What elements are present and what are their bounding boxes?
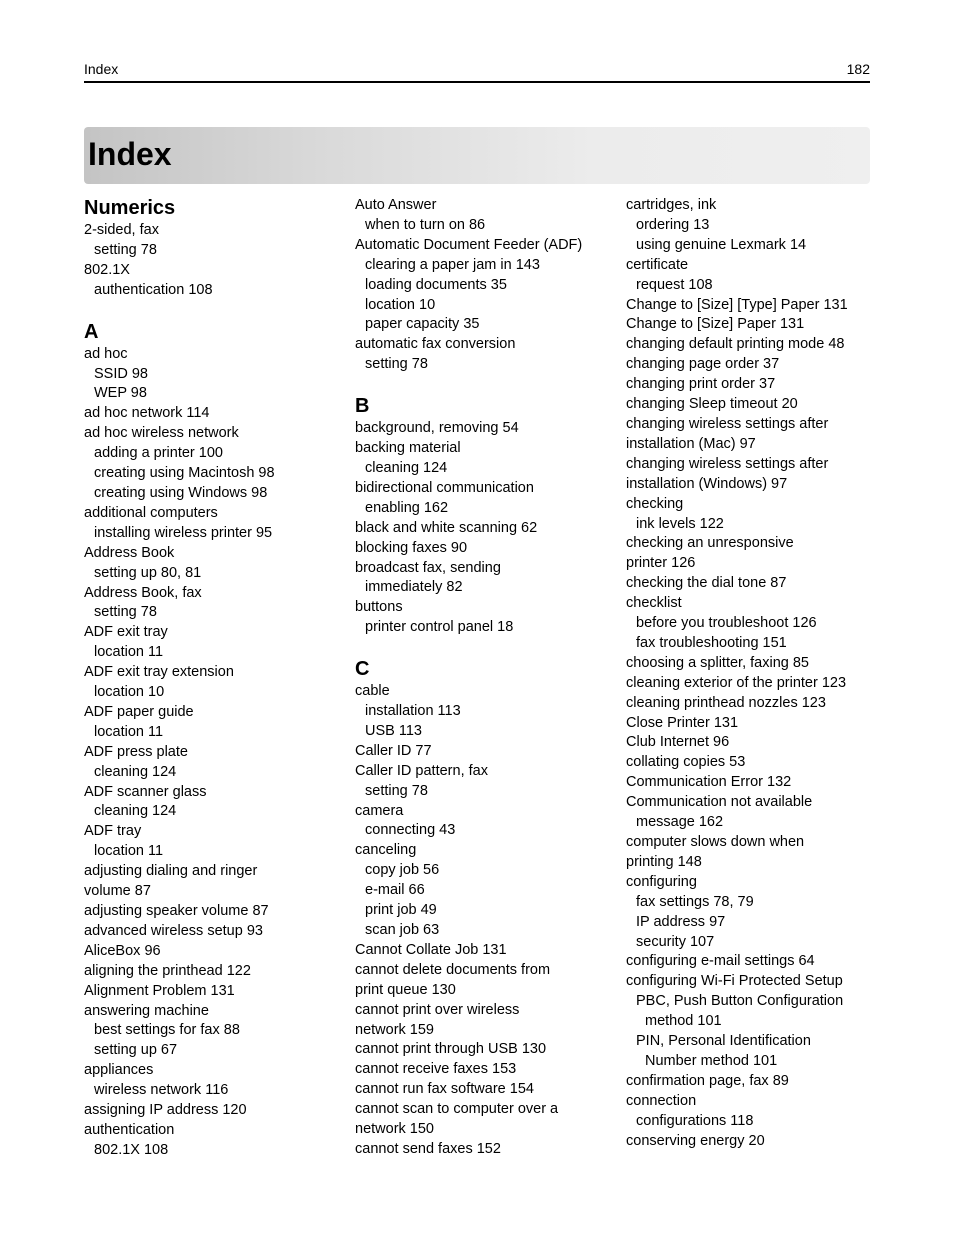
index-subentry: PBC, Push Button Configuration bbox=[636, 993, 844, 1010]
index-subentry: best settings for fax 88 bbox=[94, 1022, 240, 1039]
index-entry: background, removing 54 bbox=[355, 420, 519, 437]
index-subentry: setting up 67 bbox=[94, 1042, 178, 1059]
index-entry: black and white scanning 62 bbox=[355, 519, 538, 536]
index-entry: Change to [Size] Paper 131 bbox=[626, 316, 805, 333]
index-subentry: using genuine Lexmark 14 bbox=[636, 236, 807, 253]
index-column-3 bbox=[626, 196, 888, 1152]
index-entry: aligning the printhead 122 bbox=[84, 962, 251, 979]
index-entry: additional computers bbox=[84, 504, 218, 521]
index-entry: ADF exit tray bbox=[84, 624, 168, 641]
index-entry: ad hoc bbox=[84, 345, 128, 362]
index-subentry: location 10 bbox=[94, 684, 165, 701]
index-entry: 802.1X bbox=[84, 261, 130, 278]
index-section-heading: A bbox=[84, 320, 99, 343]
index-entry: assigning IP address 120 bbox=[84, 1102, 247, 1119]
index-subentry: paper capacity 35 bbox=[365, 316, 480, 333]
index-subentry: printer control panel 18 bbox=[365, 619, 514, 636]
index-entry: confirmation page, fax 89 bbox=[626, 1072, 789, 1089]
index-subentry: message 162 bbox=[636, 814, 724, 831]
index-entry: cleaning exterior of the printer 123 bbox=[626, 674, 847, 691]
index-entry: Change to [Size] [Type] Paper 131 bbox=[626, 296, 848, 313]
index-entry: answering machine bbox=[84, 1002, 209, 1019]
index-subentry: cleaning 124 bbox=[94, 763, 177, 780]
index-entry: printer 126 bbox=[626, 555, 696, 572]
index-subentry: e-mail 66 bbox=[365, 882, 425, 899]
index-subentry: installation 113 bbox=[365, 703, 461, 720]
index-entry: ADF exit tray extension bbox=[84, 664, 234, 681]
index-subentry: enabling 162 bbox=[365, 499, 449, 516]
index-entry: configuring Wi-Fi Protected Setup bbox=[626, 973, 843, 990]
index-subentry: location 11 bbox=[94, 644, 164, 661]
index-entry: cartridges, ink bbox=[626, 197, 717, 213]
index-subentry: security 107 bbox=[636, 933, 715, 950]
title-banner bbox=[84, 127, 870, 184]
index-entry: Communication Error 132 bbox=[626, 774, 792, 791]
index-entry: conserving energy 20 bbox=[626, 1132, 765, 1149]
index-subentry: fax settings 78, 79 bbox=[636, 893, 754, 910]
index-entry: configuring e-mail settings 64 bbox=[626, 953, 815, 970]
page-title: Index bbox=[88, 136, 172, 172]
index-section-heading: B bbox=[355, 395, 370, 418]
index-subentry: setting 78 bbox=[365, 356, 428, 373]
index-section-heading: Numerics bbox=[84, 197, 176, 219]
header-rule bbox=[84, 81, 870, 83]
index-subentry: when to turn on 86 bbox=[365, 216, 486, 233]
index-subentry: setting 78 bbox=[94, 604, 157, 621]
index-entry: changing default printing mode 48 bbox=[626, 336, 845, 353]
index-entry: cannot print over wireless bbox=[355, 1001, 520, 1018]
index-entry: Close Printer 131 bbox=[626, 714, 739, 731]
index-subentry: IP address 97 bbox=[636, 913, 726, 930]
index-subentry: location 11 bbox=[94, 723, 164, 740]
index-subentry: loading documents 35 bbox=[365, 276, 507, 293]
index-entry: ADF press plate bbox=[84, 743, 188, 760]
index-entry: Club Internet 96 bbox=[626, 734, 730, 751]
index-entry: checking an unresponsive bbox=[626, 535, 794, 552]
index-entry: adjusting dialing and ringer bbox=[84, 863, 258, 880]
index-subentry: installing wireless printer 95 bbox=[94, 524, 273, 541]
index-column-2 bbox=[355, 196, 617, 1160]
page-number: 182 bbox=[846, 61, 870, 77]
index-entry: cannot print through USB 130 bbox=[355, 1041, 547, 1058]
index-entry: Caller ID pattern, fax bbox=[355, 762, 488, 779]
index-subentry: cleaning 124 bbox=[365, 459, 448, 476]
index-subentry: copy job 56 bbox=[365, 862, 440, 879]
index-section-heading: C bbox=[355, 658, 370, 681]
index-entry: blocking faxes 90 bbox=[355, 539, 468, 556]
index-subentry: cleaning 124 bbox=[94, 803, 177, 820]
index-entry: changing wireless settings after bbox=[626, 455, 829, 472]
index-subentry: immediately 82 bbox=[365, 579, 463, 596]
index-entry: appliances bbox=[84, 1062, 154, 1079]
index-subentry: SSID 98 bbox=[94, 365, 148, 382]
index-entry: configuring bbox=[626, 873, 697, 890]
index-entry: authentication bbox=[84, 1121, 175, 1138]
index-entry: installation (Mac) 97 bbox=[626, 435, 756, 452]
index-entry: 2-sided, fax bbox=[84, 222, 159, 238]
index-entry: changing wireless settings after bbox=[626, 415, 829, 432]
index-entry: network 150 bbox=[355, 1121, 434, 1138]
index-entry: broadcast fax, sending bbox=[355, 559, 501, 576]
index-entry: print queue 130 bbox=[355, 981, 456, 998]
index-entry: cleaning printhead nozzles 123 bbox=[626, 694, 826, 711]
index-subentry: request 108 bbox=[636, 276, 713, 293]
index-entry: installation (Windows) 97 bbox=[626, 475, 788, 492]
index-entry: cannot scan to computer over a bbox=[355, 1101, 559, 1118]
index-subentry: setting up 80, 81 bbox=[94, 564, 202, 581]
index-entry: adjusting speaker volume 87 bbox=[84, 903, 269, 919]
index-entry: cannot receive faxes 153 bbox=[355, 1061, 517, 1078]
index-entry: collating copies 53 bbox=[626, 754, 746, 771]
index-subentry: ordering 13 bbox=[636, 216, 710, 233]
index-entry: AliceBox 96 bbox=[84, 942, 161, 959]
index-entry: connection bbox=[626, 1092, 697, 1109]
index-entry: choosing a splitter, faxing 85 bbox=[626, 654, 809, 671]
index-entry: checklist bbox=[626, 595, 682, 612]
index-subentry: adding a printer 100 bbox=[94, 445, 223, 462]
index-subentry: PIN, Personal Identification bbox=[636, 1033, 811, 1050]
index-entry: Auto Answer bbox=[355, 197, 437, 213]
index-entry: printing 148 bbox=[626, 853, 702, 870]
index-entry: backing material bbox=[355, 440, 461, 457]
index-subentry: fax troubleshooting 151 bbox=[636, 634, 787, 651]
index-subentry: clearing a paper jam in 143 bbox=[365, 256, 540, 273]
index-entry: cannot delete documents from bbox=[355, 961, 551, 978]
index-entry: advanced wireless setup 93 bbox=[84, 922, 263, 939]
index-subentry: connecting 43 bbox=[365, 822, 456, 839]
index-subentry: ink levels 122 bbox=[636, 515, 724, 532]
index-entry: bidirectional communication bbox=[355, 479, 534, 496]
index-subentry: 802.1X 108 bbox=[94, 1141, 169, 1158]
index-entry: volume 87 bbox=[84, 883, 151, 900]
index-entry: checking bbox=[626, 495, 684, 512]
index-entry: checking the dial tone 87 bbox=[626, 575, 787, 592]
index-subentry: setting 78 bbox=[94, 241, 157, 258]
index-entry: ad hoc wireless network bbox=[84, 425, 239, 442]
index-entry: Caller ID 77 bbox=[355, 742, 432, 759]
index-subentry: location 10 bbox=[365, 296, 436, 313]
running-header-section: Index bbox=[84, 61, 119, 77]
index-subentry: USB 113 bbox=[365, 722, 422, 739]
index-entry: canceling bbox=[355, 842, 417, 859]
index-entry: Address Book, fax bbox=[84, 584, 202, 601]
index-entry: network 159 bbox=[355, 1021, 434, 1038]
index-entry: Automatic Document Feeder (ADF) bbox=[355, 236, 583, 253]
index-entry: buttons bbox=[355, 599, 403, 616]
index-subentry: creating using Macintosh 98 bbox=[94, 465, 275, 482]
index-entry: automatic fax conversion bbox=[355, 336, 516, 353]
index-entry: changing print order 37 bbox=[626, 376, 776, 393]
index-entry: computer slows down when bbox=[626, 834, 805, 850]
index-entry: certificate bbox=[626, 256, 689, 273]
index-entry: ADF paper guide bbox=[84, 703, 194, 720]
index-subentry: wireless network 116 bbox=[94, 1082, 229, 1099]
index-entry: ADF tray bbox=[84, 823, 142, 840]
index-entry: cannot send faxes 152 bbox=[355, 1140, 501, 1157]
index-entry: camera bbox=[355, 802, 404, 819]
index-entry: Communication not available bbox=[626, 794, 813, 811]
index-subentry: print job 49 bbox=[365, 902, 437, 919]
index-entry: changing page order 37 bbox=[626, 356, 780, 373]
index-subentry: creating using Windows 98 bbox=[94, 484, 268, 501]
index-entry: Alignment Problem 131 bbox=[84, 982, 235, 999]
index-entry: changing Sleep timeout 20 bbox=[626, 396, 798, 413]
index-subentry: scan job 63 bbox=[365, 922, 440, 938]
index-entry: cannot run fax software 154 bbox=[355, 1081, 534, 1098]
index-entry: cable bbox=[355, 683, 390, 700]
index-subentry: authentication 108 bbox=[94, 281, 213, 298]
index-entry: ADF scanner glass bbox=[84, 783, 207, 800]
index-subentry: WEP 98 bbox=[94, 385, 147, 402]
index-subentry: setting 78 bbox=[365, 782, 428, 799]
index-column-1 bbox=[84, 195, 346, 1161]
index-subentry: before you troubleshoot 126 bbox=[636, 615, 817, 632]
index-entry: Cannot Collate Job 131 bbox=[355, 941, 507, 958]
index-subentry: location 11 bbox=[94, 843, 164, 860]
index-subentry: Number method 101 bbox=[645, 1052, 778, 1069]
index-subentry: configurations 118 bbox=[636, 1112, 754, 1129]
index-subentry: method 101 bbox=[645, 1013, 722, 1030]
index-entry: Address Book bbox=[84, 544, 175, 561]
index-entry: ad hoc network 114 bbox=[84, 405, 210, 422]
